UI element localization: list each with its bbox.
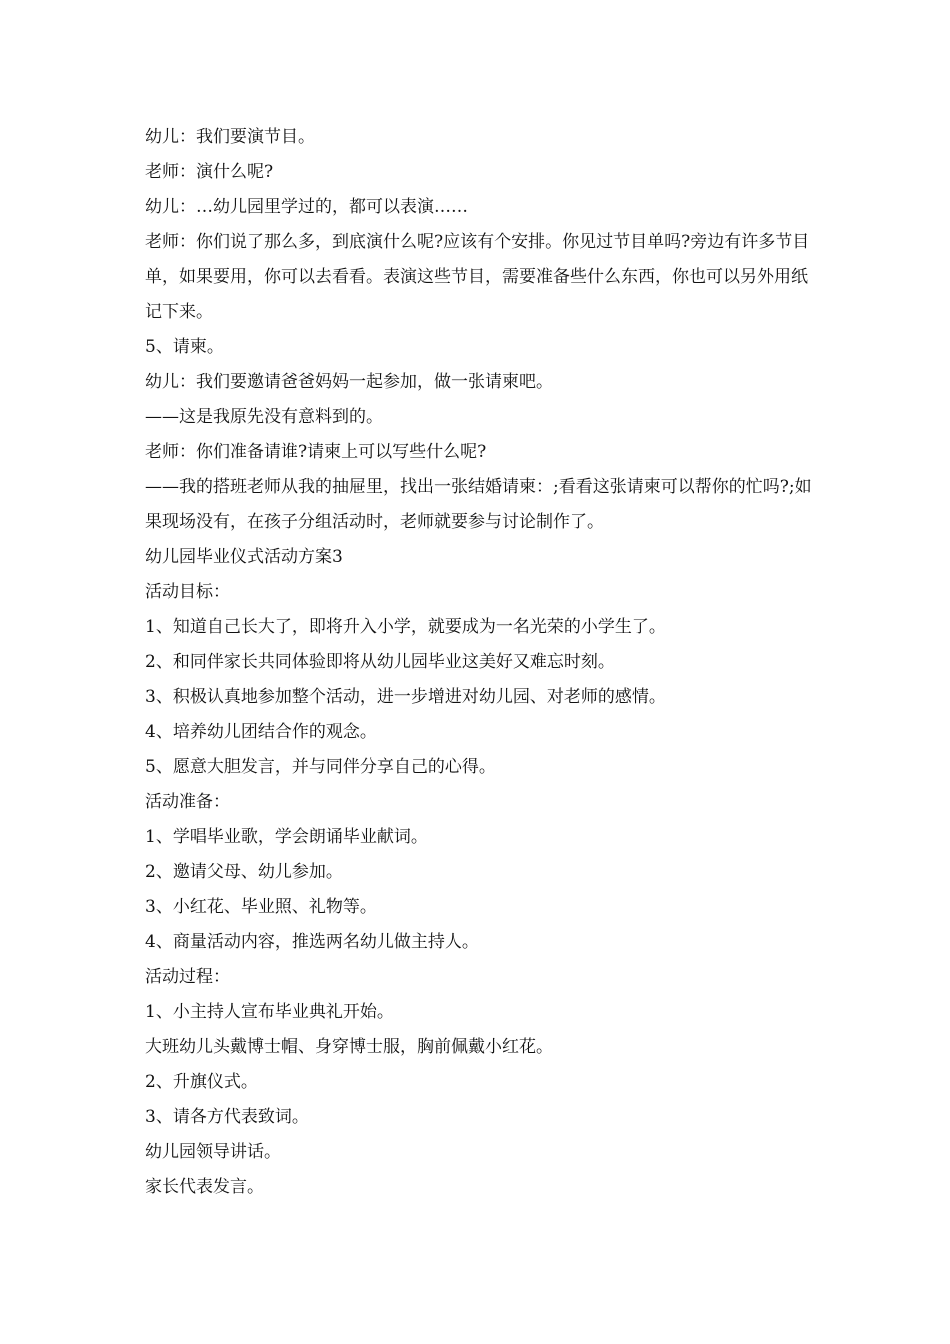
paragraph: 幼儿：我们要演节目。 xyxy=(145,127,315,147)
paragraph: 老师：你们说了那么多，到底演什么呢?应该有个安排。你见过节目单吗?旁边有许多节目单，如果要用，你可以去看看。表演这些节目，需要准备些什么东西，你也可以另外用纸记下来。 xyxy=(145,232,810,322)
list-item: 2、和同伴家长共同体验即将从幼儿园毕业这美好又难忘时刻。 xyxy=(145,652,615,672)
list-item: 1、学唱毕业歌，学会朗诵毕业献词。 xyxy=(145,827,428,847)
list-item: 2、升旗仪式。 xyxy=(145,1072,258,1092)
list-item: 1、知道自己长大了，即将升入小学，就要成为一名光荣的小学生了。 xyxy=(145,617,666,637)
section-heading: 活动过程： xyxy=(145,967,230,987)
list-item: 4、培养幼儿团结合作的观念。 xyxy=(145,722,377,742)
list-item: 1、小主持人宣布毕业典礼开始。 xyxy=(145,1002,394,1022)
list-item: 5、请柬。 xyxy=(145,337,224,357)
paragraph: 老师：你们准备请谁?请柬上可以写些什么呢? xyxy=(145,442,487,462)
paragraph: ——我的搭班老师从我的抽屉里，找出一张结婚请柬：;看看这张请柬可以帮你的忙吗?;如果现场没有，在孩子分组活动时，老师就要参与讨论制作了。 xyxy=(145,477,812,532)
list-item: 3、请各方代表致词。 xyxy=(145,1107,309,1127)
paragraph: 家长代表发言。 xyxy=(145,1177,264,1197)
paragraph: ——这是我原先没有意料到的。 xyxy=(145,407,383,427)
paragraph: 幼儿：…幼儿园里学过的，都可以表演…… xyxy=(145,197,468,217)
list-item: 4、商量活动内容，推选两名幼儿做主持人。 xyxy=(145,932,479,952)
paragraph: 大班幼儿头戴博士帽、身穿博士服，胸前佩戴小红花。 xyxy=(145,1037,553,1057)
document-body xyxy=(145,120,815,1205)
section-heading: 活动准备： xyxy=(145,792,230,812)
list-item: 3、小红花、毕业照、礼物等。 xyxy=(145,897,377,917)
section-title: 幼儿园毕业仪式活动方案3 xyxy=(145,547,343,567)
section-heading: 活动目标： xyxy=(145,582,230,602)
paragraph: 老师：演什么呢? xyxy=(145,162,274,182)
list-item: 2、邀请父母、幼儿参加。 xyxy=(145,862,343,882)
paragraph: 幼儿园领导讲话。 xyxy=(145,1142,281,1162)
paragraph: 幼儿：我们要邀请爸爸妈妈一起参加，做一张请柬吧。 xyxy=(145,372,553,392)
list-item: 5、愿意大胆发言，并与同伴分享自己的心得。 xyxy=(145,757,496,777)
list-item: 3、积极认真地参加整个活动，进一步增进对幼儿园、对老师的感情。 xyxy=(145,687,666,707)
